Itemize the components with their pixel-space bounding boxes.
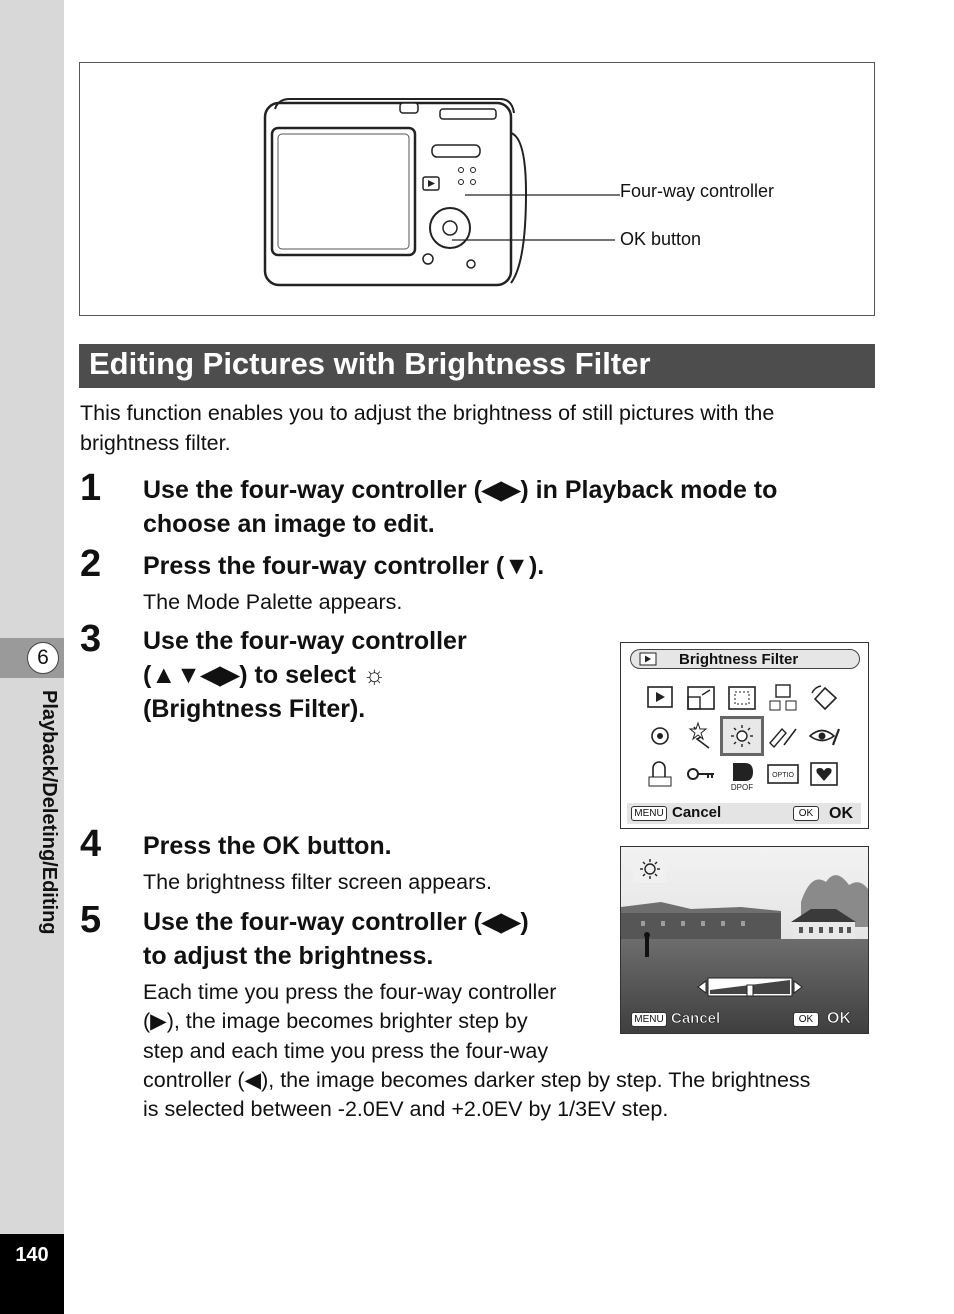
palette-dpof-option[interactable] <box>723 757 761 791</box>
four-way-controller-callout: Four-way controller <box>620 181 775 201</box>
step-4-line-1: Press the OK button. <box>143 832 392 860</box>
voice-memo-icon <box>641 757 679 791</box>
playback-mode-icon <box>639 652 657 666</box>
brightness-slider <box>695 975 805 999</box>
cropping-icon <box>723 681 761 715</box>
step-3-number: 3 <box>80 618 102 660</box>
rotate-icon <box>805 681 843 715</box>
playback-icon <box>641 681 679 715</box>
step-5-body-2: (▶), the image becomes brighter step by <box>143 1009 528 1033</box>
step-3-line-3: (Brightness Filter). <box>143 695 366 723</box>
palette-digital-filter-option[interactable] <box>682 719 720 753</box>
ok-badge-2: OK <box>793 1012 819 1027</box>
step-1-line-2: choose an image to edit. <box>143 510 435 538</box>
palette-brightness-filter-option[interactable] <box>723 719 761 753</box>
step-4-note: The brightness filter screen appears. <box>143 870 492 894</box>
intro-line-2: brightness filter. <box>80 431 231 455</box>
step-2-line-1: Press the four-way controller (▼). <box>143 552 545 580</box>
dpof-icon <box>723 757 761 791</box>
palette-image-copy-option[interactable] <box>764 681 802 715</box>
palette-rotate-option[interactable] <box>805 681 843 715</box>
digital-filter-icon <box>682 719 720 753</box>
brightness-slider-knob <box>747 985 753 996</box>
ok-label: OK <box>829 805 853 822</box>
palette-color-filter-option[interactable] <box>641 719 679 753</box>
step-5-number: 5 <box>80 899 102 941</box>
step-5-body-5: is selected between -2.0EV and +2.0EV by 1/3EV step. <box>143 1097 669 1121</box>
brightness-filter-icon <box>633 855 667 883</box>
chapter-number: 6 <box>27 642 59 674</box>
step-1-line-1: Use the four-way controller (◀▶) in Playback mode to <box>143 476 778 504</box>
resize-icon <box>682 681 720 715</box>
menu-badge: MENU <box>631 806 667 821</box>
step-2-note: The Mode Palette appears. <box>143 590 403 614</box>
step-3-line-1: Use the four-way controller <box>143 627 467 655</box>
screen-title-bar <box>630 649 860 669</box>
image-copy-icon <box>764 681 802 715</box>
favorite-icon <box>805 757 843 791</box>
step-3-line-2: (▲▼◀▶) to select ☼ <box>143 661 386 689</box>
brightness-filter-screen <box>620 846 869 1034</box>
screen-title: Brightness Filter <box>679 651 799 668</box>
palette-cropping-option[interactable] <box>723 681 761 715</box>
intro-line-1: This function enables you to adjust the brightness of still pictures with the <box>80 401 775 425</box>
section-title: Editing Pictures with Brightness Filter <box>79 344 875 388</box>
ok-badge: OK <box>793 806 819 821</box>
brightness-mode-indicator <box>633 855 667 883</box>
step-5-line-1: Use the four-way controller (◀▶) <box>143 908 529 936</box>
ok-label-2: OK <box>827 1010 851 1027</box>
screen-bottom-bar <box>627 803 861 824</box>
step-5-body-3: step and each time you press the four-way <box>143 1039 549 1063</box>
mode-palette-screen <box>620 642 869 829</box>
slideshow-icon <box>764 757 802 791</box>
palette-playback-option[interactable] <box>641 681 679 715</box>
palette-frame-composite-option[interactable] <box>805 719 843 753</box>
menu-badge-2: MENU <box>631 1012 667 1027</box>
brightness-filter-icon <box>723 719 761 753</box>
cancel-label-2: Cancel <box>671 1010 721 1027</box>
red-eye-icon <box>764 719 802 753</box>
camera-figure <box>79 62 875 316</box>
palette-protect-option[interactable] <box>682 757 720 791</box>
step-5-body-4: controller (◀), the image becomes darker step by step. The brightness <box>143 1068 811 1092</box>
step-1-number: 1 <box>80 467 102 509</box>
frame-composite-icon <box>805 719 843 753</box>
palette-red-eye-option[interactable] <box>764 719 802 753</box>
palette-resize-option[interactable] <box>682 681 720 715</box>
chapter-title: Playback/Deleting/Editing <box>38 690 60 935</box>
cancel-label: Cancel <box>672 804 722 821</box>
svg-text:DPOF: DPOF <box>730 783 754 791</box>
step-4-number: 4 <box>80 823 102 865</box>
ok-button-callout: OK button <box>620 229 702 249</box>
protect-icon <box>682 757 720 791</box>
step-5-body-1: Each time you press the four-way controller <box>143 980 557 1004</box>
svg-text:OPTIO: OPTIO <box>772 772 794 779</box>
step-2-number: 2 <box>80 543 102 585</box>
palette-voice-memo-option[interactable] <box>641 757 679 791</box>
color-filter-icon <box>641 719 679 753</box>
page-number: 140 <box>0 1234 64 1314</box>
step-5-line-2: to adjust the brightness. <box>143 942 434 970</box>
palette-slideshow-option[interactable] <box>764 757 802 791</box>
palette-favorite-option[interactable] <box>805 757 843 791</box>
